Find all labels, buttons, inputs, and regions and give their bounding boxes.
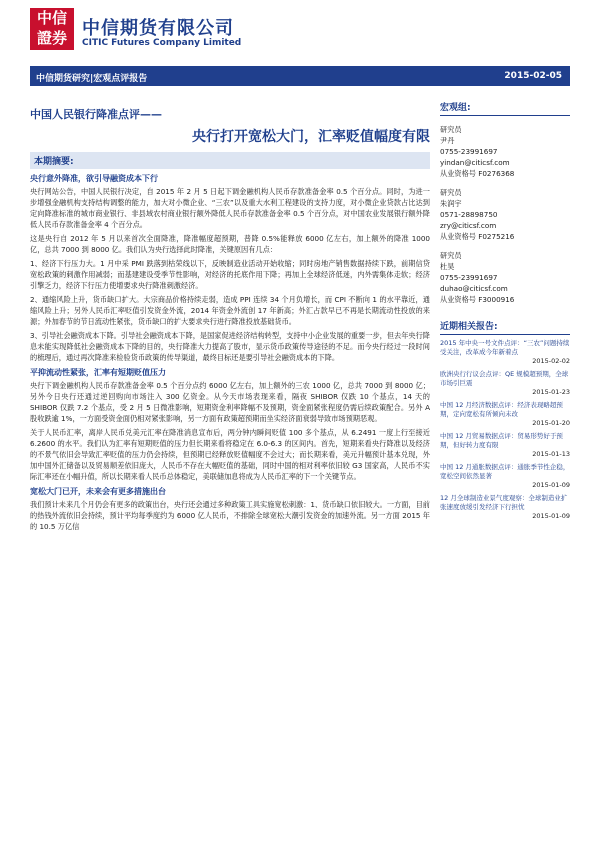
- section-1-paragraph: 央行网站公告，中国人民银行决定，自 2015 年 2 月 5 日起下调金融机构人民币存款准备金率 0.5 个百分点。同时，为进一步增强金融机构支持结构调整的能力，加大对小微企业、“三农”以及重大水利工程建设的支持力度，对小微企业贷款占比达到定向降准标准的城市商业银行、非县域农村商业银行额外降低人民币存款准备金率 0.5 个百分点，对中国农业发展银行额外降低人民币存款准备金率 4 个百分点。: [30, 187, 430, 229]
- report-item[interactable]: [440, 370, 570, 397]
- report-date: 2015-02-02: [532, 357, 570, 365]
- section-3-paragraph: 我们预计未来几个月仍会有更多的政策出台，央行还会通过多种政策工具实施宽松刺激：1、货币缺口依旧较大。一方面，目前的热钱外流依旧会持续，预计平均每季度约为 6000 亿人民币，不排除全球宽松大潮引发资金的加速外流。另一方面 2015 年的 10.5 万亿信: [30, 500, 430, 531]
- analyst-name: 朱润宇: [440, 199, 462, 208]
- report-title: 12 月全球制造业景气度观察：全球制造业扩张速度放缓引发经济下行担忧: [440, 494, 568, 511]
- report-category: 中信期货研究|宏观点评报告: [36, 74, 148, 84]
- report-item[interactable]: [440, 494, 570, 521]
- report-header-bar: [30, 66, 570, 86]
- analyst-email[interactable]: zry@citicsf.com: [440, 221, 497, 230]
- analyst-license: 从业资格号 F0275216: [440, 232, 515, 241]
- report-date: 2015-01-13: [532, 450, 570, 458]
- report-title: 2015 年中央一号文件点评：“三农”问题持续受关注，改革成今年新着点: [440, 339, 570, 356]
- section-2-paragraph: 央行下调金融机构人民币存款准备金率 0.5 个百分点约 6000 亿左右，加上额外的三农 1000 亿，总共 7000 到 8000 亿；另外今日央行还通过逆回购向市场注入 300 亿资金。从今天市场表现来看，隔夜 SHIBOR 仅跌 10 个基点，14 天的 SHIBOR 仅跌 7.2 个基点，受 2 月 5 日微准影响，短期资金利率降幅不及预期，资金面紧张程度仍需后续政策配合。另外 A 股收跌逾 1%，一方面受资金面仍相对紧张影响，另一方面有政策超预期而坐实经济面衰弱导致市场预期恶观。: [30, 381, 430, 423]
- analyst-email[interactable]: yindan@citicsf.com: [440, 158, 510, 167]
- section-1-paragraph: 这是央行自 2012 年 5 月以来首次全面降准，降准幅度超预期，普降 0.5%能释放 6000 亿左右，加上额外的降准 1000 亿，总共 7000 到 8000 亿。我们认为央行选择此时降准，关键原因有几点：: [30, 234, 430, 254]
- section-1-heading: 央行意外降准，欲引导融资成本下行: [30, 174, 158, 183]
- analyst-role: 研究员: [440, 125, 462, 134]
- company-name-en: CITIC Futures Company Limited: [82, 38, 242, 48]
- analyst-card: [440, 250, 570, 305]
- analyst-license: 从业资格号 F3000916: [440, 295, 515, 304]
- analyst-email[interactable]: duhao@citicsf.com: [440, 284, 508, 293]
- analyst-role: 研究员: [440, 188, 462, 197]
- report-title: 欧洲央行行议会点评：QE 规模超预期，全球市场引巨震: [440, 370, 569, 387]
- report-title: 中国 12 月贸易数据点评：贸易形势好于预期，但好转力度有限: [440, 432, 563, 449]
- sidebar: [440, 100, 570, 521]
- report-item[interactable]: [440, 432, 570, 459]
- report-item[interactable]: [440, 339, 570, 366]
- section-1-paragraph: 2、通缩风险上升，货币缺口扩大。大宗商品价格持续走弱，造成 PPI 连续 34 个月负增长，而 CPI 不断向 1 的水平靠近，通缩风险上升；另外人民币汇率贬值引发资金外流，2014 年资金外流创 17 年新高；外汇占款早已不再是长期流动性投放的来源；外加春节的节日流动性紧张，货币缺口的扩大要求央行进行降准投放基础货币。: [30, 295, 430, 326]
- report-title: 中国 12 月通胀数据点评：通胀季节性企稳，宽松空间依然显著: [440, 463, 570, 480]
- section-1-paragraph: 3、引导社会融资成本下降。引导社会融资成本下降，是国家促进经济结构转型，支持中小企业发展的重要一步，但去年央行降息未能实现降低社会融资成本下降的目的，央行降准大力提高了股市，显示货币政策传导途径的不足。而今央行经过一段时间的梳理后，通过再次降准来检验货币政策的传导渠道，最终目标还是要引导社会融资成本的下降。: [30, 331, 430, 362]
- analyst-name: 杜昊: [440, 262, 455, 271]
- report-date: 2015-01-20: [532, 419, 570, 427]
- company-name-cn: 中信期货有限公司: [82, 18, 234, 39]
- recent-reports-label: 近期相关报告:: [440, 319, 570, 335]
- analyst-phone: 0755-23991697: [440, 147, 498, 156]
- section-3-heading: 宽松大门已开，未来会有更多措施出台: [30, 487, 166, 496]
- report-date: 2015-01-09: [532, 481, 570, 489]
- report-date: 2015-01-09: [532, 512, 570, 520]
- analyst-card: [440, 124, 570, 179]
- report-kicker: 中国人民银行降准点评——: [30, 108, 162, 121]
- analyst-phone: 0755-23991697: [440, 273, 498, 282]
- analyst-name: 尹丹: [440, 136, 455, 145]
- report-item[interactable]: [440, 463, 570, 490]
- analyst-card: [440, 187, 570, 242]
- analyst-role: 研究员: [440, 251, 462, 260]
- report-date: 2015-02-05: [504, 71, 562, 81]
- summary-label: 本期摘要:: [30, 152, 430, 169]
- section-2-paragraph: 关于人民币汇率，离岸人民币兑美元汇率在降准消息宣布后，两分钟内瞬间贬值 100 多个基点，从 6.2491 一度上行至接近 6.2600 的水平。我们认为汇率有短期贬值的压力但长期来看将稳定在 6.0-6.3 的区间内。首先，短期来看央行降准以及经济的不景气依旧会导致汇率贬值的压力仍会持续，但预期已经释放贬值幅度不会过大；而长期来看，美元升幅预计基本兑现，外加中国外汇储备以及贸易顺差依旧庞大，人民币不存在大幅贬值的基础，同时中国的相对利率依旧较 G3 国家高，人民币不实际汇率还在小幅升值，所以长期来看人民币总体稳定，美联储加息将成为人民币汇率的下一个关键节点。: [30, 428, 430, 481]
- report-title: 央行打开宽松大门，汇率贬值幅度有限: [192, 129, 430, 145]
- company-logo: 中信 證券: [30, 8, 74, 50]
- section-1-paragraph: 1、经济下行压力大。1 月中采 PMI 跌落到枯荣线以下，反映制造业活动开始收缩；同时房地产销售数据持续下跌，前期信贷宽松政策的刺激作用减弱；而基建建设受季节性影响，对经济的托底作用下降；再加上全球经济低迷，内外需集体走软；经济引擎乏力，经济下行压力使增要求央行降准刺激经济。: [30, 259, 430, 290]
- report-date: 2015-01-23: [532, 388, 570, 396]
- report-item[interactable]: [440, 401, 570, 428]
- analyst-license: 从业资格号 F0276368: [440, 169, 515, 178]
- section-2-heading: 平抑流动性紧张，汇率有短期贬值压力: [30, 368, 166, 377]
- report-title: 中国 12 月经济数据点评：经济表现略超预期，定向宽松有所倾向未改: [440, 401, 563, 418]
- analyst-phone: 0571-28898750: [440, 210, 498, 219]
- main-column: [30, 96, 430, 535]
- analyst-group-label: 宏观组:: [440, 100, 570, 116]
